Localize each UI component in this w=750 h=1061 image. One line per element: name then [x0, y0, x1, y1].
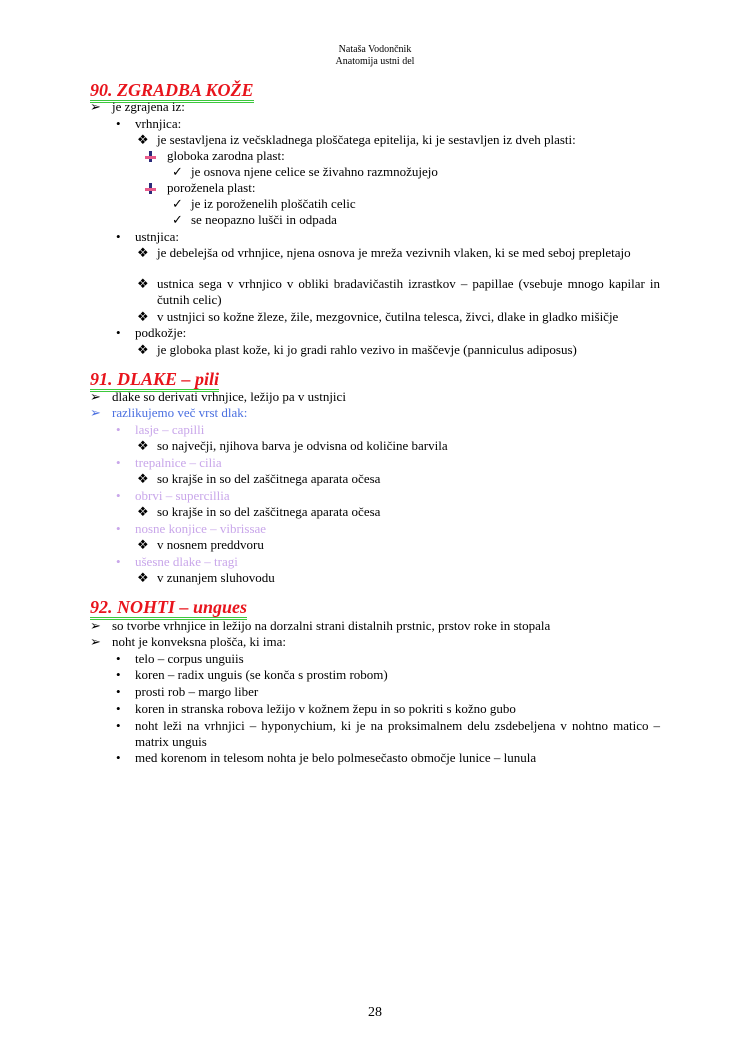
- list-item-text: v ustnjici so kožne žleze, žile, mezgovnice, čutilna telesca, živci, dlake in gladko mišičje: [157, 309, 619, 324]
- list-item-text: ustnjica:: [135, 229, 180, 244]
- diamond-bullet-icon: ❖: [137, 245, 149, 260]
- diamond-bullet-icon: ❖: [137, 342, 149, 357]
- list-item-text: v nosnem preddvoru: [157, 537, 264, 552]
- list-item-text: je zgrajena iz:: [112, 99, 185, 114]
- section-title: 92. NOHTI – ungues: [90, 597, 247, 620]
- dot-bullet-icon: •: [116, 488, 121, 503]
- cross-bullet-icon: [145, 150, 156, 166]
- list-item-text: ustnica sega v vrhnjico v obliki bradavičastih izrastkov – papillae (vsebuje mnogo kapilar in čutnih celic): [157, 276, 660, 307]
- list-item-text: koren – radix unguis (se konča s prostim robom): [135, 667, 388, 682]
- header-subtitle: Anatomija ustni del: [335, 56, 415, 67]
- list-item-text: se neopazno lušči in odpada: [191, 212, 337, 227]
- list-item-text: koren in stranska robova ležijo v kožnem žepu in so pokriti s kožno gubo: [135, 701, 516, 716]
- diamond-bullet-icon: ❖: [137, 471, 149, 486]
- list-item-text: nosne konjice – vibrissae: [135, 521, 267, 536]
- list-item-text: so tvorbe vrhnjice in ležijo na dorzalni strani distalnih prstnic, prstov roke in stopala: [112, 618, 551, 633]
- list-item-text: med korenom in telesom nohta je belo polmesečasto območje lunice – lunula: [135, 750, 537, 765]
- list-item-text: so krajše in so del zaščitnega aparata očesa: [157, 504, 381, 519]
- dot-bullet-icon: •: [116, 651, 121, 666]
- list-item-text: trepalnice – cilia: [135, 455, 222, 470]
- dot-bullet-icon: •: [116, 684, 121, 699]
- dot-bullet-icon: •: [116, 422, 121, 437]
- dot-bullet-icon: •: [116, 229, 121, 244]
- dot-bullet-icon: •: [116, 750, 121, 765]
- arrow-bullet-icon: ➢: [90, 618, 101, 633]
- diamond-bullet-icon: ❖: [137, 132, 149, 147]
- list-item-text: lasje – capilli: [135, 422, 205, 437]
- diamond-bullet-icon: ❖: [137, 309, 149, 324]
- list-item-text: v zunanjem sluhovodu: [157, 570, 275, 585]
- dot-bullet-icon: •: [116, 325, 121, 340]
- list-item-text: je globoka plast kože, ki jo gradi rahlo vezivo in maščevje (panniculus adiposus): [157, 342, 577, 357]
- page-number: 28: [368, 1005, 382, 1020]
- check-bullet-icon: ✓: [172, 196, 183, 211]
- section-title: 90. ZGRADBA KOŽE: [90, 80, 254, 103]
- list-item-text: podkožje:: [135, 325, 187, 340]
- header-author: Nataša Vodončnik: [338, 44, 412, 55]
- list-item-text: prosti rob – margo liber: [135, 684, 259, 699]
- list-item-text: ušesne dlake – tragi: [135, 554, 238, 569]
- arrow-bullet-icon: ➢: [90, 99, 101, 114]
- cross-bullet-icon: [145, 182, 156, 198]
- diamond-bullet-icon: ❖: [137, 438, 149, 453]
- list-item-text: je debelejša od vrhnjice, njena osnova je mreža vezivnih vlaken, ki se med seboj prepletajo: [157, 245, 631, 260]
- list-item-text: dlake so derivati vrhnjice, ležijo pa v ustnjici: [112, 389, 346, 404]
- dot-bullet-icon: •: [116, 667, 121, 682]
- arrow-bullet-icon: ➢: [90, 634, 101, 649]
- arrow-bullet-icon: ➢: [90, 405, 101, 420]
- list-item-text: noht leži na vrhnjici – hyponychium, ki je na proksimalnem delu zsdebeljena v nohtno matico – matrix unguis: [135, 718, 660, 749]
- list-item-text: obrvi – supercillia: [135, 488, 230, 503]
- list-item-text: poroženela plast:: [167, 180, 256, 195]
- list-item-text: vrhnjica:: [135, 116, 182, 131]
- dot-bullet-icon: •: [116, 718, 121, 733]
- diamond-bullet-icon: ❖: [137, 570, 149, 585]
- list-item-text: so krajše in so del zaščitnega aparata očesa: [157, 471, 381, 486]
- list-item-text: so največji, njihova barva je odvisna od količine barvila: [157, 438, 448, 453]
- dot-bullet-icon: •: [116, 116, 121, 131]
- list-item-text: je sestavljena iz večskladnega ploščatega epitelija, ki je sestavljen iz dveh plasti:: [157, 132, 576, 147]
- diamond-bullet-icon: ❖: [137, 276, 149, 291]
- section-title: 91. DLAKE – pili: [90, 369, 219, 392]
- dot-bullet-icon: •: [116, 701, 121, 716]
- list-item-text: noht je konveksna plošča, ki ima:: [112, 634, 287, 649]
- check-bullet-icon: ✓: [172, 212, 183, 227]
- list-item-text: je osnova njene celice se živahno razmnožujejo: [191, 164, 438, 179]
- dot-bullet-icon: •: [116, 554, 121, 569]
- list-item-text: globoka zarodna plast:: [167, 148, 285, 163]
- diamond-bullet-icon: ❖: [137, 504, 149, 519]
- list-item-text: je iz poroženelih ploščatih celic: [191, 196, 356, 211]
- list-item-text: telo – corpus unguiis: [135, 651, 244, 666]
- dot-bullet-icon: •: [116, 521, 121, 536]
- arrow-bullet-icon: ➢: [90, 389, 101, 404]
- diamond-bullet-icon: ❖: [137, 537, 149, 552]
- check-bullet-icon: ✓: [172, 164, 183, 179]
- dot-bullet-icon: •: [116, 455, 121, 470]
- list-item-text: razlikujemo več vrst dlak:: [112, 405, 248, 420]
